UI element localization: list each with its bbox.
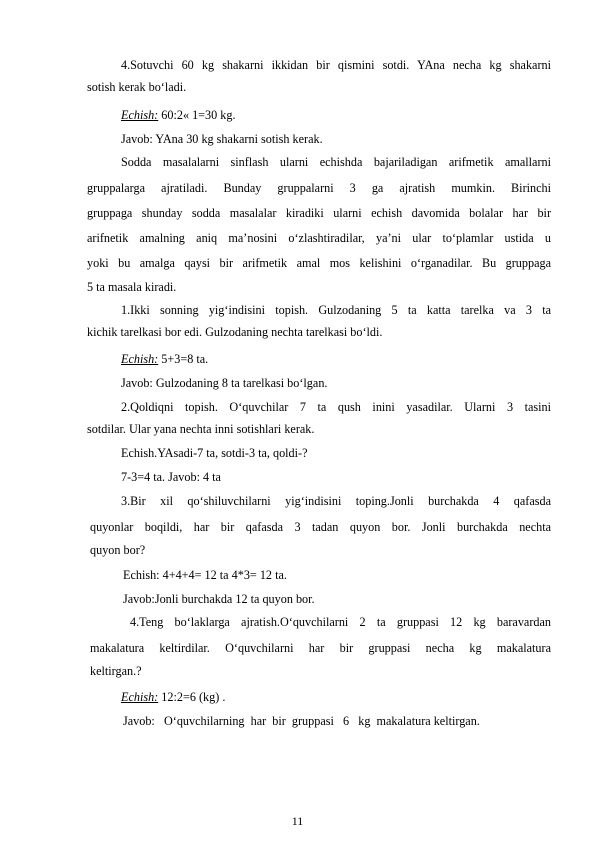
answer-line: Javob:Jonli burchakda 12 ta quyon bor. xyxy=(123,592,315,606)
solution-label: Echish: xyxy=(121,690,159,704)
text-line: arifnetik amalning aniq ma’nosini o‘zlashtiradilar, ya’ni ular to‘plamlar ustida u xyxy=(87,231,551,245)
text-line: sotish kerak bo‘ladi. xyxy=(87,80,187,94)
solution-line: Echish.YAsadi-7 ta, sotdi-3 ta, qoldi-? xyxy=(121,446,308,460)
text-line: 5 ta masala kiradi. xyxy=(87,280,177,294)
text-line: gruppalarga ajratiladi. Bunday gruppalarni 3 ga ajratish mumkin. Birinchi xyxy=(87,181,551,195)
answer-line: Javob: Gulzodaning 8 ta tarelkasi bo‘lgan. xyxy=(121,376,328,390)
answer-line: Javob: YAna 30 kg shakarni sotish kerak. xyxy=(121,132,323,146)
text-line: 3.Bir xil qo‘shiluvchilarni yig‘indisini toping.Jonli burchakda 4 qafasda xyxy=(121,494,551,508)
text-line: 4.Sotuvchi 60 kg shakarni ikkidan bir qismini sotdi. YAna necha kg shakarni xyxy=(121,58,551,72)
solution-label: Echish: xyxy=(121,352,159,366)
text-line: keltirgan.? xyxy=(90,664,142,678)
solution-text: 5+3=8 ta. xyxy=(158,352,209,366)
text-line: sotdilar. Ular yana nechta inni sotishlari kerak. xyxy=(87,422,315,436)
page-number: 11 xyxy=(291,814,304,828)
solution-text: 60:2« 1=30 kg. xyxy=(158,108,236,122)
solution-line: Echish: 4+4+4= 12 ta 4*3= 12 ta. xyxy=(123,568,287,582)
solution-line xyxy=(121,352,208,366)
text-line: Sodda masalalarni sinflash ularni echishda bajariladigan arifmetik amallarni xyxy=(121,155,551,169)
text-line: makalatura keltirdilar. O‘quvchilarni har bir gruppasi necha kg makalatura xyxy=(90,641,551,655)
solution-line xyxy=(121,108,236,122)
text-line: gruppaga shunday sodda masalalar kiradiki ularni echish davomida bolalar har bir xyxy=(87,206,551,220)
text-line: 4.Teng bo‘laklarga ajratish.O‘quvchilarni 2 ta gruppasi 12 kg baravardan xyxy=(130,615,551,629)
text-line: quyonlar boqildi, har bir qafasda 3 tadan quyon bor. Jonli burchakda nechta xyxy=(90,520,551,534)
text-line: 2.Qoldiqni topish. O‘quvchilar 7 ta qush inini yasadilar. Ularni 3 tasini xyxy=(121,400,551,414)
text-line: yoki bu amalga qaysi bir arifmetik amal mos kelishini o‘rganadilar. Bu gruppaga xyxy=(87,256,551,270)
solution-label: Echish: xyxy=(121,108,159,122)
answer-line: 7-3=4 ta. Javob: 4 ta xyxy=(121,470,221,484)
solution-text: 12:2=6 (kg) . xyxy=(158,690,226,704)
text-line: quyon bor? xyxy=(90,543,146,557)
text-line: kichik tarelkasi bor edi. Gulzodaning nechta tarelkasi bo‘ldi. xyxy=(87,325,383,339)
text-line: 1.Ikki sonning yig‘indisini topish. Gulzodaning 5 ta katta tarelka va 3 ta xyxy=(121,303,551,317)
answer-line: Javob: O‘quvchilarning har bir gruppasi 6 kg makalatura keltirgan. xyxy=(123,714,480,728)
solution-line xyxy=(121,690,225,704)
